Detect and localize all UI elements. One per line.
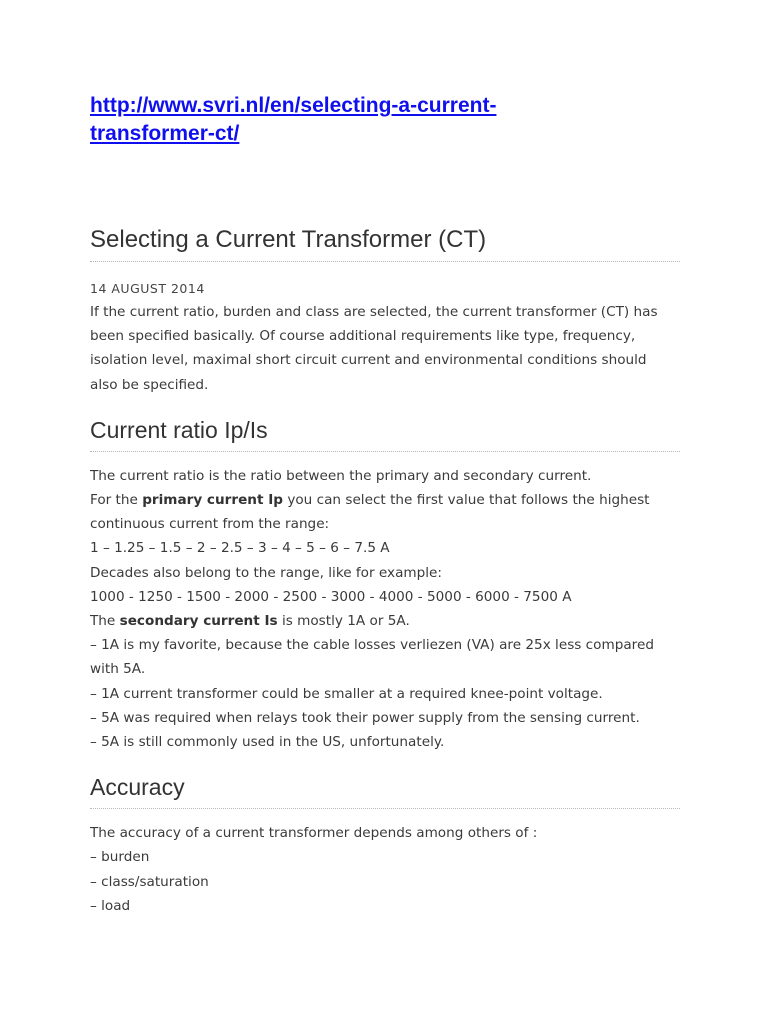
bullet-1a-favorite-cont: with 5A. xyxy=(90,661,146,678)
intro-line: also be specified. xyxy=(90,376,209,393)
accuracy-item: – burden xyxy=(90,849,150,866)
primary-current-term: primary current Ip xyxy=(142,492,283,509)
article-title: Selecting a Current Transformer (CT) xyxy=(90,225,680,262)
accuracy-intro: The accuracy of a current transformer depends among others of : xyxy=(90,825,538,842)
primary-current-line xyxy=(90,488,680,512)
decades-line: Decades also belong to the range, like for example: xyxy=(90,564,443,581)
ratio-definition: The current ratio is the ratio between the primary and secondary current. xyxy=(90,467,592,484)
accuracy-item: – load xyxy=(90,897,131,914)
intro-line: isolation level, maximal short circuit current and environmental conditions should xyxy=(90,352,647,369)
accuracy-item: – class/saturation xyxy=(90,873,209,890)
secondary-pre: The xyxy=(90,613,120,630)
current-ratio-section xyxy=(90,464,680,754)
accuracy-heading: Accuracy xyxy=(90,772,680,809)
intro-line: If the current ratio, burden and class are selected, the current transformer (CT) has xyxy=(90,304,658,320)
bullet-1a-knee-point: – 1A current transformer could be smaller at a required knee-point voltage. xyxy=(90,685,603,702)
source-url-link[interactable] xyxy=(90,92,680,148)
secondary-current-line xyxy=(90,609,680,633)
primary-pre: For the xyxy=(90,492,143,509)
ratio-range: 1 – 1.25 – 1.5 – 2 – 2.5 – 3 – 4 – 5 – 6 – 7.5 A xyxy=(90,540,390,557)
secondary-current-term: secondary current Is xyxy=(119,613,278,630)
bullet-1a-favorite: – 1A is my favorite, because the cable losses verliezen (VA) are 25x less compared xyxy=(90,637,654,654)
secondary-post: is mostly 1A or 5A. xyxy=(277,613,410,630)
intro-line: been specified basically. Of course additional requirements like type, frequency, xyxy=(90,328,636,345)
source-url-line-1[interactable]: http://www.svri.nl/en/selecting-a-current- xyxy=(90,94,497,117)
source-url-line-2[interactable]: transformer-ct/ xyxy=(90,122,240,145)
article-date: 14 AUGUST 2014 xyxy=(90,281,205,296)
article-page xyxy=(90,92,680,918)
primary-post: you can select the first value that follows the highest xyxy=(283,492,650,509)
decade-range: 1000 - 1250 - 1500 - 2000 - 2500 - 3000 - 4000 - 5000 - 6000 - 7500 A xyxy=(90,588,572,605)
accuracy-section xyxy=(90,821,680,918)
range-intro: continuous current from the range: xyxy=(90,516,330,533)
intro-paragraph xyxy=(90,300,680,397)
bullet-5a-us: – 5A is still commonly used in the US, unfortunately. xyxy=(90,734,445,751)
current-ratio-heading: Current ratio Ip/Is xyxy=(90,415,680,452)
bullet-5a-relays: – 5A was required when relays took their power supply from the sensing current. xyxy=(90,709,640,726)
